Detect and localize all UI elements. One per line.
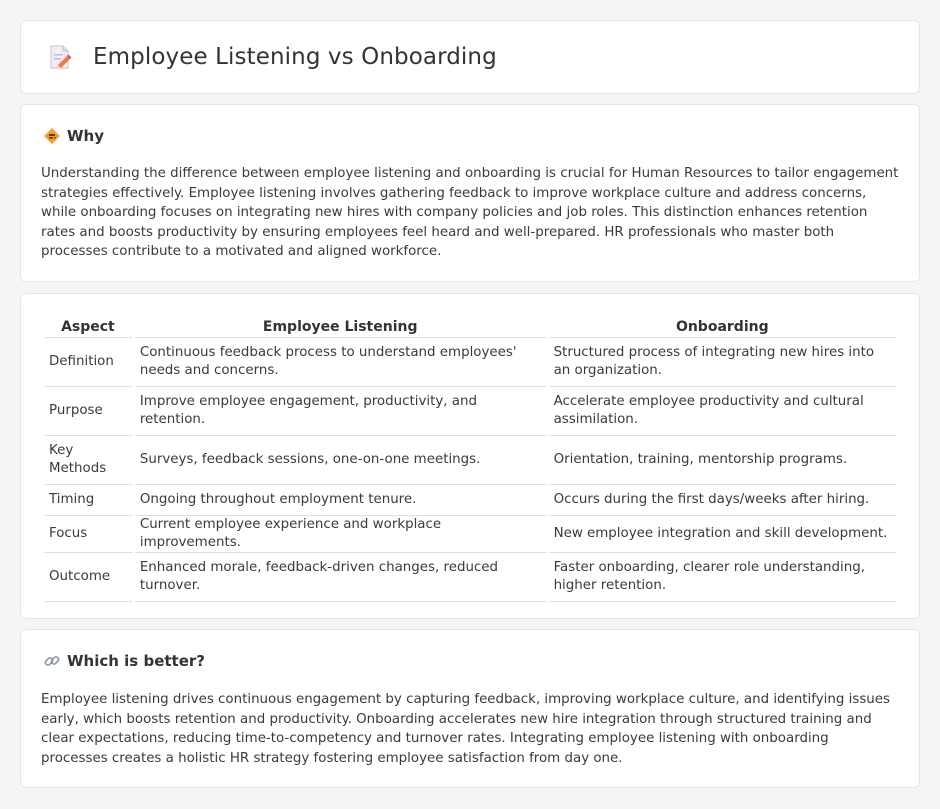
cell-aspect: Focus — [44, 516, 132, 553]
cell-aspect: Timing — [44, 485, 132, 516]
link-icon — [43, 652, 61, 670]
table-row — [44, 516, 896, 553]
cell-listening: Improve employee engagement, productivity, and retention. — [135, 387, 546, 436]
warning-diamond-icon — [43, 127, 61, 145]
cell-listening: Surveys, feedback sessions, one-on-one meetings. — [135, 436, 546, 485]
comparison-table — [41, 316, 899, 602]
cell-listening: Ongoing throughout employment tenure. — [135, 485, 546, 516]
cell-onboarding: Structured process of integrating new hires into an organization. — [549, 338, 896, 387]
better-heading-row — [43, 652, 205, 670]
cell-onboarding: Occurs during the first days/weeks after hiring. — [549, 485, 896, 516]
header-onboarding: Onboarding — [549, 316, 896, 338]
cell-listening: Enhanced morale, feedback-driven changes, reduced turnover. — [135, 553, 546, 602]
table-row — [44, 485, 896, 516]
cell-onboarding: Accelerate employee productivity and cultural assimilation. — [549, 387, 896, 436]
table-row — [44, 387, 896, 436]
cell-onboarding: Orientation, training, mentorship programs. — [549, 436, 896, 485]
cell-aspect: Key Methods — [44, 436, 132, 485]
title-row — [47, 43, 497, 71]
cell-aspect: Purpose — [44, 387, 132, 436]
header-employee-listening: Employee Listening — [135, 316, 546, 338]
header-aspect: Aspect — [44, 316, 132, 338]
cell-aspect: Outcome — [44, 553, 132, 602]
page-title: Employee Listening vs Onboarding — [93, 44, 497, 70]
why-heading-row — [43, 127, 104, 145]
better-heading: Which is better? — [67, 652, 205, 670]
better-paragraph: Employee listening drives continuous engagement by capturing feedback, improving workplace culture, and identifying issues early, which boosts retention and productivity. Onboarding accelerates new hire integration through structured training and clear expectations, reducing time-to-competency and turnover rates. Integrating employee listening with onboarding processes creates a holistic HR strategy fostering employee satisfaction from day one. — [41, 692, 890, 766]
title-card — [20, 20, 920, 94]
table-header-row — [44, 316, 896, 338]
table-row — [44, 436, 896, 485]
comparison-card — [20, 293, 920, 619]
why-heading: Why — [67, 127, 105, 145]
table-row — [44, 338, 896, 387]
cell-onboarding: Faster onboarding, clearer role understanding, higher retention. — [549, 553, 896, 602]
document-pencil-icon — [47, 43, 73, 71]
table-row — [44, 553, 896, 602]
cell-listening: Current employee experience and workplace improvements. — [135, 516, 546, 553]
cell-onboarding: New employee integration and skill development. — [549, 516, 896, 553]
cell-listening: Continuous feedback process to understand employees' needs and concerns. — [135, 338, 546, 387]
which-is-better-card — [20, 629, 920, 788]
why-card — [20, 104, 920, 282]
cell-aspect: Definition — [44, 338, 132, 387]
why-paragraph: Understanding the difference between employee listening and onboarding is crucial for Human Resources to tailor engagement strategies effectively. Employee listening involves gathering feedback to improve workplace culture and address concerns, while onboarding focuses on integrating new hires with company policies and job roles. This distinction enhances retention rates and boosts productivity by ensuring employees feel heard and well-prepared. HR professionals who master both processes contribute to a motivated and aligned workforce. — [41, 166, 899, 260]
